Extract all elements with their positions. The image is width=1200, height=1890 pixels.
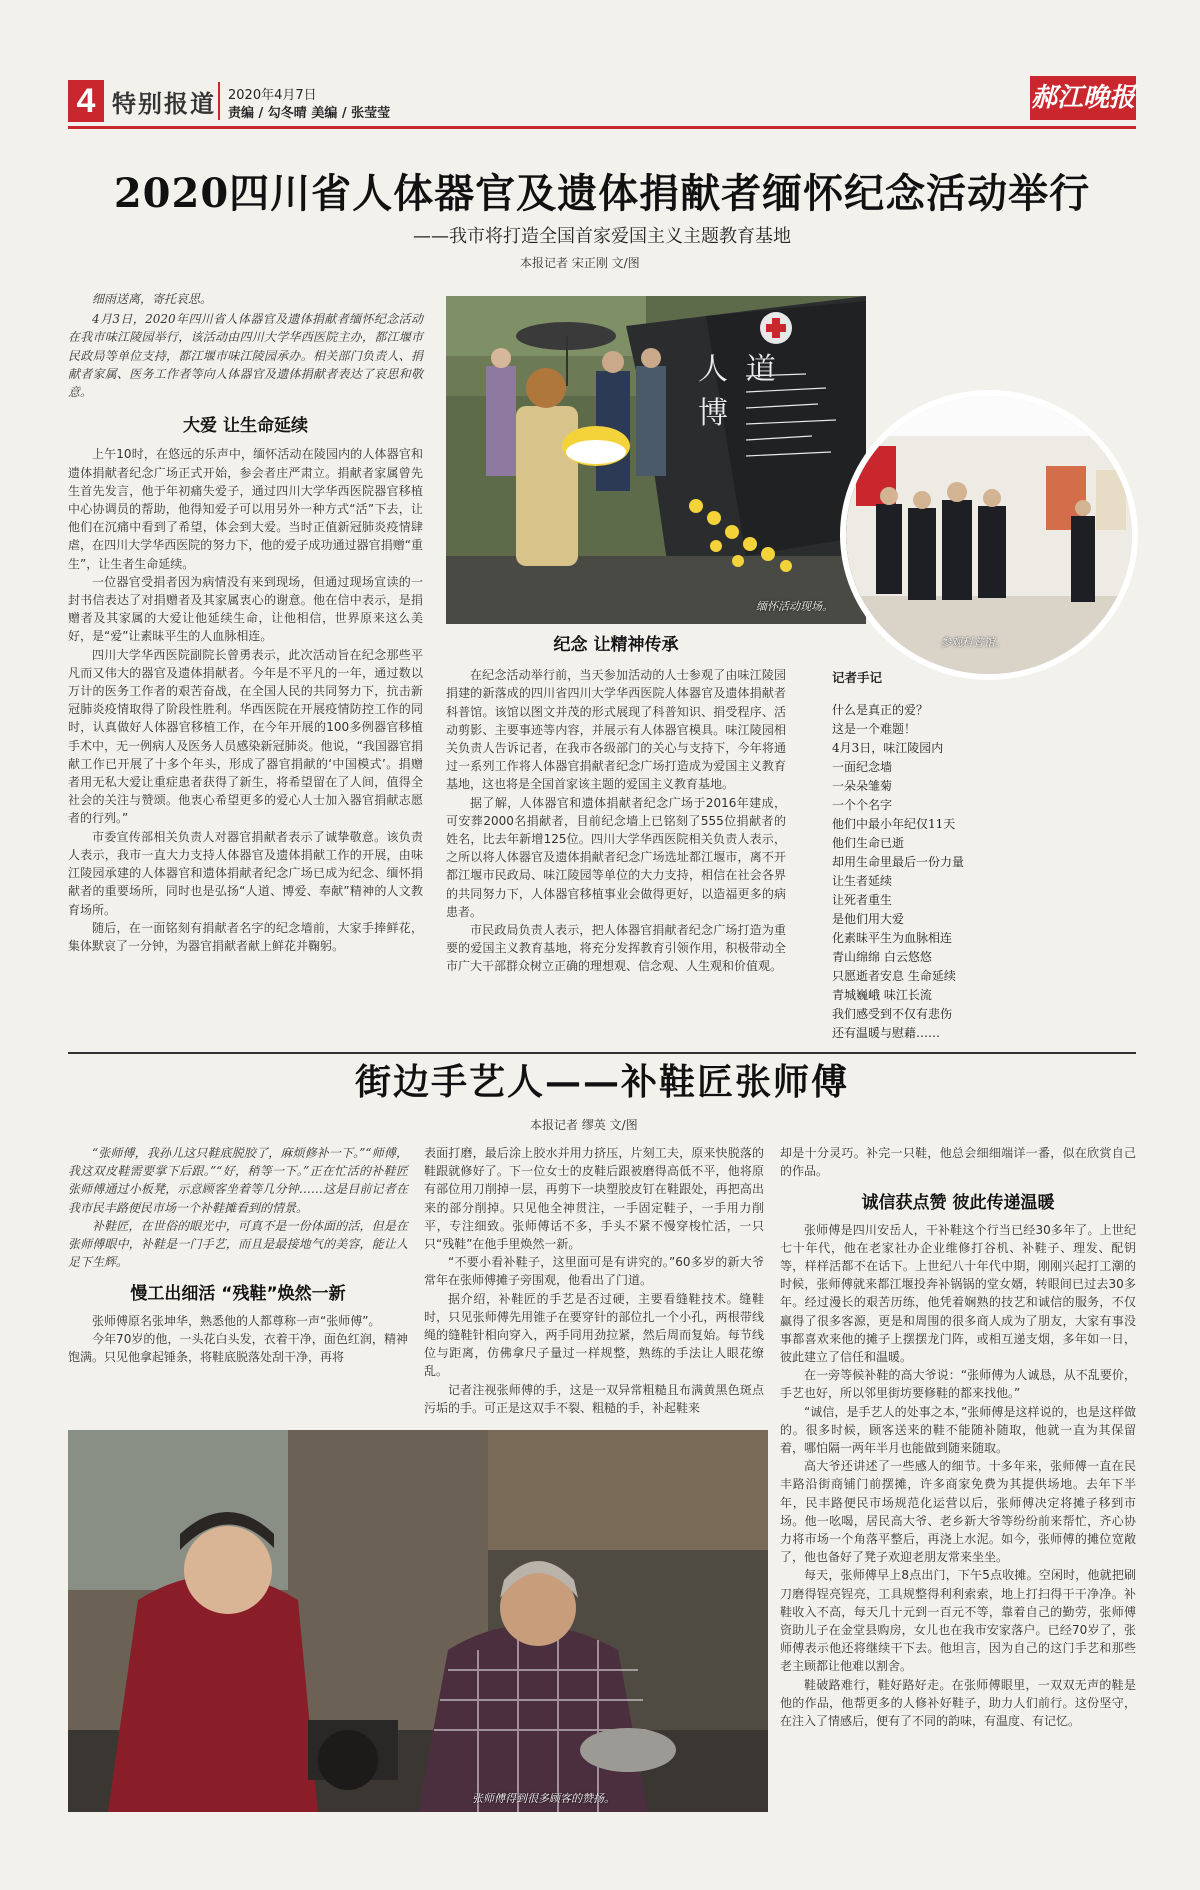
cobbler-photo bbox=[68, 1430, 768, 1812]
note-line: 什么是真正的爱？ bbox=[832, 703, 929, 717]
cobbler-photo-caption: 张师傅得到很多顾客的赞扬。 bbox=[472, 1792, 615, 1805]
article1-subheadline: ——我市将打造全国首家爱国主义主题教育基地 bbox=[413, 226, 791, 247]
paragraph: 市委宣传部相关负责人对器官捐献者表示了诚挚敬意。该负责人表示，我市一直大力支持人体器官及遗体捐献工作的开展，由味江陵园承建的人体器官和遗体捐献者纪念广场已成为纪念、缅怀捐献者的重要场所，同时也是弘扬“人道、博爱、奉献”精神的人文教育场所。 bbox=[68, 829, 423, 917]
paragraph: 市民政局负责人表示，把人体器官捐献者纪念广场打造为重要的爱国主义教育基地，将充分发挥教育引领作用，积极带动全市广大干部群众树立正确的理想观、信念观、人生观和价值观。 bbox=[446, 923, 786, 974]
article1-middle-column bbox=[446, 636, 786, 976]
note-line: 只愿逝者安息 生命延续 bbox=[832, 969, 956, 983]
paragraph: 上午10时，在悠远的乐声中，缅怀活动在陵园内的人体器官和遗体捐献者纪念广场正式开始，参会者庄严肃立。捐献者家属曾先生首先发言，他于年初痛失爱子，通过四川大学华西医院器官移植中心协调员的帮助，他得知爱子可以用另外一种方式“活”下去，让他们在沉痛中看到了希望，体会到大爱。当时正值新冠肺炎疫情肆虐，在四川大学华西医院的努力下，他的爱子成功通过器官捐赠“重生”，让生者生命延续。 bbox=[68, 447, 423, 571]
article1-section1-title: 大爱 让生命延续 bbox=[183, 416, 308, 437]
note-line: 他们中最小年纪仅11天 bbox=[832, 817, 956, 831]
exhibition-photo-caption: 参观科普馆。 bbox=[940, 636, 1006, 649]
paragraph: “不要小看补鞋子，这里面可是有讲究的。”60多岁的新大爷常年在张师傅摊子旁围观，他看出了门道。 bbox=[424, 1255, 764, 1288]
top-rule bbox=[68, 126, 1136, 129]
note-line: 化素昧平生为血脉相连 bbox=[832, 931, 953, 945]
issue-date: 2020年4月7日 bbox=[228, 88, 317, 103]
article1-lead-1: 细雨送离，寄托哀思。 bbox=[92, 292, 213, 306]
note-line: 我们感受到不仅有悲伤 bbox=[832, 1007, 953, 1021]
note-line: 一个个名字 bbox=[832, 798, 893, 812]
article2-lead-2: 补鞋匠，在世俗的眼光中，可真不是一份体面的活，但是在张师傅眼中，补鞋是一门手艺，而且是最接地气的美容，能让人足下生辉。 bbox=[68, 1218, 408, 1270]
paragraph: 却是十分灵巧。补完一只鞋，他总会细细端详一番，似在欣赏自己的作品。 bbox=[780, 1146, 1136, 1179]
paragraph: 今年70岁的他，一头花白头发，衣着干净，面色红润，精神饱满。只见他拿起锤条，将鞋底脱落处刮干净，再将 bbox=[68, 1331, 408, 1365]
article2-section2-title: 诚信获点赞 彼此传递温暖 bbox=[861, 1193, 1055, 1214]
exhibition-photo-image bbox=[846, 396, 1132, 674]
memorial-wall-text: 人道 博 bbox=[698, 352, 794, 431]
note-line: 他们生命已逝 bbox=[832, 836, 905, 850]
paragraph: 记者注视张师傅的手，这是一双异常粗糙且布满黄黑色斑点污垢的手。可正是这双手不裂、粗糙的手，补起鞋来 bbox=[424, 1382, 764, 1415]
paragraph: 高大爷还讲述了一些感人的细节。十多年来，张师傅一直在民丰路沿街商铺门前摆摊，许多商家免费为其提供场地。去年下半年，民丰路便民市场规范化运营以后，张师傅决定将摊子移到市场。他一吆喝，居民高大爷、老乡新大爷等纷纷前来帮忙，齐心协力将市场一个角落平整后，再浇上水泥。如今，张师傅的摊位宽敞了，他也备好了凳子欢迎老朋友常来坐坐。 bbox=[780, 1459, 1136, 1565]
page-number: 4 bbox=[68, 80, 104, 122]
article1-headline: 2020四川省人体器官及遗体捐献者缅怀纪念活动举行 bbox=[113, 170, 1091, 217]
note-line: 却用生命里最后一份力量 bbox=[832, 855, 965, 869]
paragraph: 鞋破路难行，鞋好路好走。在张师傅眼里，一双双无声的鞋是他的作品，他帮更多的人修补好鞋子，助力人们前行。这份坚守，在注入了情感后，便有了不同的韵味，有温度、有记忆。 bbox=[780, 1677, 1136, 1729]
memorial-photo bbox=[446, 296, 866, 624]
paragraph: 张师傅原名张坤华，熟悉他的人都尊称一声“张师傅”。 bbox=[92, 1313, 381, 1328]
exhibition-photo bbox=[840, 390, 1138, 680]
article1-lead-2: 4月3日，2020年四川省人体器官及遗体捐献者缅怀纪念活动在我市味江陵园举行，该活动由四川大学华西医院主办，都江堰市民政局等单位支持，都江堰市味江陵园承办。相关部门负责人、捐献者家属、医务工作者等向人体器官及遗体捐献者表达了哀思和敬意。 bbox=[68, 312, 423, 400]
reporter-note bbox=[832, 668, 1132, 1043]
section-name: 特别报道 bbox=[112, 90, 216, 118]
note-line: 这是一个难题！ bbox=[832, 722, 917, 736]
article1-section2-title: 纪念 让精神传承 bbox=[553, 635, 679, 655]
note-line: 让生者延续 bbox=[832, 874, 893, 888]
article2-headline: 街边手艺人——补鞋匠张师傅 bbox=[354, 1061, 849, 1103]
paragraph: 在纪念活动举行前，当天参加活动的人士参观了由味江陵园捐建的新落成的四川省四川大学华西医院人体器官及遗体捐献者科普馆。该馆以图文并茂的形式展现了科普知识、捐受程序、活动剪影、主要事迹等内容，并展示有人体器官模具。味江陵园相关负责人告诉记者，在我市各级部门的关心与支持下，今年将通过一系列工作将人体器官捐献者纪念广场打造成为爱国主义教育基地，这也将是全国首家该主题的爱国主义教育基地。 bbox=[446, 668, 786, 792]
cobbler-photo-image bbox=[68, 1430, 768, 1812]
paragraph: 张师傅是四川安岳人，干补鞋这个行当已经30多年了。上世纪七十年代，他在老家社办企业维修打谷机、补鞋子、理发、配钥等，样样活都不在话下。上世纪八十年代中期，刚刚兴起打工潮的时候，张师傅就来都江堰投奔补锅锅的堂女婿，转眼间已过去30多年。经过漫长的艰苦历练，他凭着娴熟的技艺和诚信的服务，不仅赢得了很多客源，更是和周围的很多商人成为了朋友，大家有事没事都喜欢来他的摊子上摆摆龙门阵，或相互递支烟，多年如一日，彼此建立了信任和温暖。 bbox=[780, 1222, 1136, 1365]
paragraph: 在一旁等候补鞋的高大爷说：“张师傅为人诚恳，从不乱要价，手艺也好，所以邻里街坊要修鞋的都来找他。” bbox=[780, 1368, 1136, 1401]
paragraph: “诚信，是手艺人的处事之本，”张师傅是这样说的，也是这样做的。很多时候，顾客送来的鞋不能随补随取，他就一直为其保留着，哪怕隔一两年半月也能做到随来随取。 bbox=[780, 1404, 1136, 1456]
editors-credit: 责编 / 勾冬晴 美编 / 张莹莹 bbox=[228, 106, 391, 121]
paragraph: 表面打磨，最后涂上胶水并用力挤压，片刻工夫，原来快脱落的鞋跟就修好了。下一位女士的皮鞋后跟被磨得高低不平，他将原有部位用刀削掉一层，再剪下一块塑胶皮钉在鞋跟处，再把高出来的部分削掉。只见他全神贯注，一手固定鞋子，一手用力削平，专注细致。张师傅话不多，手头不紧不慢穿梭忙活，一只只“残鞋”在他手里焕然一新。 bbox=[424, 1146, 764, 1252]
article2-column-2 bbox=[424, 1144, 764, 1417]
article2-byline: 本报记者 缪英 文/图 bbox=[530, 1118, 638, 1132]
note-line: 一面纪念墙 bbox=[832, 760, 893, 774]
note-line: 让死者重生 bbox=[832, 893, 893, 907]
reporter-note-title: 记者手记 bbox=[832, 670, 883, 685]
paragraph: 据介绍，补鞋匠的手艺是否过硬，主要看缝鞋技术。缝鞋时，只见张师傅先用锥子在要穿针的部位扎一个小孔，两根带线绳的缝鞋针相向穿入，两手同用劲拉紧，然后周而复始。每节线位与距离，仿佛拿尺子量过一样规整，熟练的手法让人眼花缭乱。 bbox=[424, 1291, 764, 1379]
note-line: 青山绵绵 白云悠悠 bbox=[832, 950, 932, 964]
note-line: 4月3日，味江陵园内 bbox=[832, 741, 944, 755]
article2-lead-1: “张师傅，我孙儿这只鞋底脱胶了，麻烦修补一下。”“师傅，我这双皮鞋需要掌下后跟。”“好，稍等一下。”正在忙活的补鞋匠张师傅通过小板凳，示意顾客坐着等几分钟……这是目前记者在我市民丰路便民市场一个补鞋摊看到的情景。 bbox=[68, 1146, 408, 1215]
note-line: 一朵朵雏菊 bbox=[832, 779, 893, 793]
article2-column-3 bbox=[780, 1144, 1136, 1730]
article1-byline: 本报记者 宋正刚 文/图 bbox=[520, 256, 640, 270]
paragraph: 随后，在一面铭刻有捐献者名字的纪念墙前，大家手捧鲜花，集体默哀了一分钟，为器官捐献者献上鲜花并鞠躬。 bbox=[68, 920, 423, 953]
note-line: 青城巍峨 味江长流 bbox=[832, 988, 932, 1002]
paragraph: 四川大学华西医院副院长曾勇表示，此次活动旨在纪念那些平凡而又伟大的器官及遗体捐献者。今年是不平凡的一年，通过数以万计的医务工作者的艰苦奋战，在全国人民的共同努力下，抗击新冠肺炎疫情取得了阶段性胜利。华西医院在开展疫情防控工作的同时，认真做好人体器官移植工作，在今年开展的100多例器官移植手术中，无一例病人及医务人员感染新冠肺炎。他说，“我国器官捐献工作已开展了十多个年头，形成了器官捐献的‘中国模式’。捐赠者用无私大爱让重症患者获得了新生，将希望留在了人间，值得全社会的关注与赞颂。他衷心希望更多的爱心人士加入器官捐献志愿者的行列。” bbox=[68, 647, 423, 826]
paragraph: 每天，张师傅早上8点出门，下午5点收摊。空闲时，他就把刷刀磨得锃亮锃亮，工具规整得利利索索，地上打扫得干干净净。补鞋收入不高，每天几十元到一百元不等，靠着自己的勤劳，张师傅资助儿子在金堂县购房，女儿也在我市安家落户。已经70岁了，张师傅表示他还将继续干下去。他坦言，因为自己的这门手艺和那些老主顾都让他难以割舍。 bbox=[780, 1568, 1136, 1674]
memorial-photo-caption: 缅怀活动现场。 bbox=[756, 600, 833, 613]
note-line: 是他们用大爱 bbox=[832, 912, 905, 926]
article2-column-1 bbox=[68, 1144, 408, 1366]
article1-left-column bbox=[68, 290, 423, 955]
paragraph: 一位器官受捐者因为病情没有来到现场，但通过现场宣读的一封书信表达了对捐赠者及其家属衷心的谢意。他在信中表示，是捐赠者及其家属的大爱让他延续生命，让他相信，世界原来这么美好，是“爱”让素昧平生的人血脉相连。 bbox=[68, 574, 423, 644]
paragraph: 据了解，人体器官和遗体捐献者纪念广场于2016年建成，可安葬2000名捐献者，目前纪念墙上已铭刻了555位捐献者的姓名，比去年新增125位。四川大学华西医院相关负责人表示，之所以将人体器官及遗体捐献者纪念广场选址都江堰市，离不开都江堰市民政局、味江陵园等单位的大力支持，相信在社会各界的共同努力下，人体器官移植事业会做得更好，以造福更多的病患者。 bbox=[446, 795, 786, 919]
article2-section1-title: 慢工出细活 “残鞋”焕然一新 bbox=[130, 1284, 346, 1305]
note-line: 还有温暖与慰藉…… bbox=[832, 1026, 941, 1040]
header-divider bbox=[218, 82, 220, 120]
newspaper-logo: 郝江晚报 bbox=[1030, 76, 1136, 120]
